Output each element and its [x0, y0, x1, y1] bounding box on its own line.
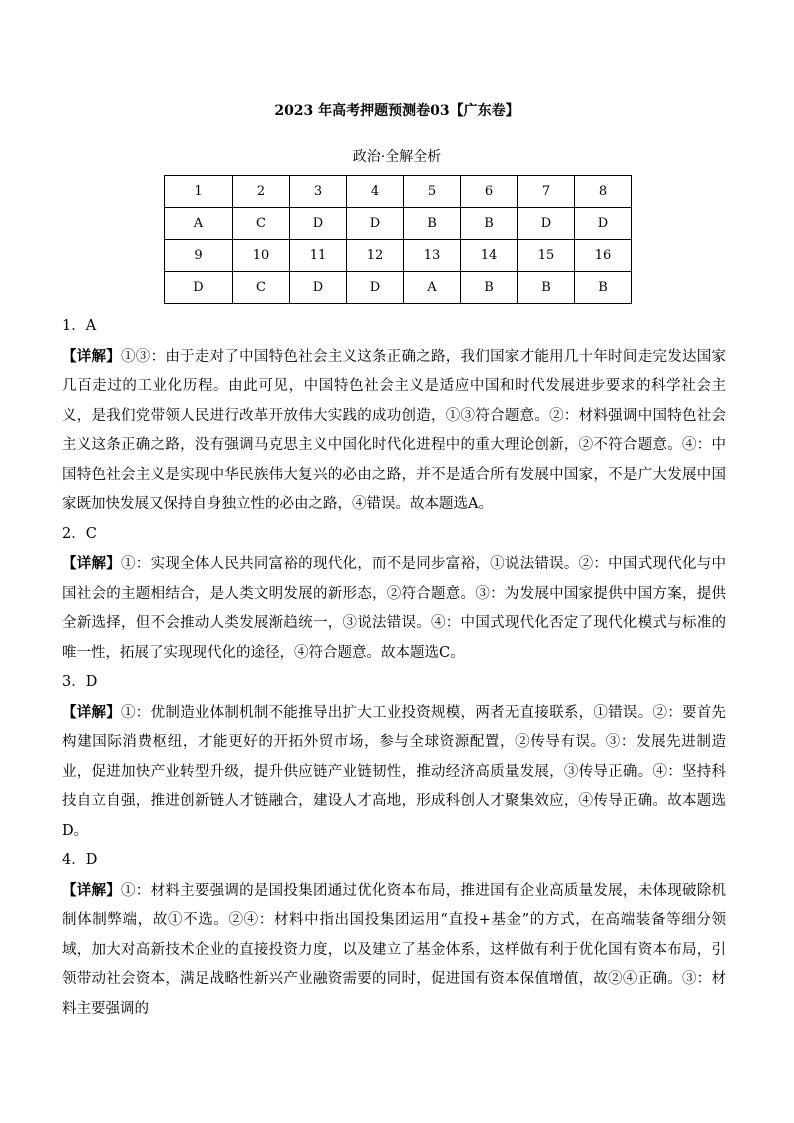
explanation-text: ①：优制造业体制机制不能推导出扩大工业投资规模，两者无直接联系，①错误。②：要首先构建国际消费枢纽，才能更好的开拓外贸市场，参与全球资源配置，②传导有误。③：发展先进制造业，促进加快产业转型升级，提升供应链产业链韧性，推动经济高质量发展，③传导正确。④：坚持科技自立自强，推进创新链人才链融合，建设人才高地，形成科创人才聚集效应，④传导正确。故本题选D。 [62, 704, 726, 839]
table-cell: 8 [575, 176, 632, 208]
explanation-paragraph [62, 876, 726, 1025]
table-cell: 13 [404, 240, 461, 272]
detail-tag: 【详解】 [62, 555, 122, 572]
question-number: 1．A [62, 318, 97, 334]
table-cell: D [575, 208, 632, 240]
table-cell: B [404, 208, 461, 240]
table-cell: D [518, 208, 575, 240]
table-row [165, 208, 632, 240]
explanation-paragraph [62, 698, 726, 847]
table-cell: 16 [575, 240, 632, 272]
table-cell: A [165, 208, 233, 240]
explanation-paragraph [62, 549, 726, 668]
question-number: 4．D [62, 852, 98, 868]
table-cell: 11 [290, 240, 347, 272]
question-number: 3．D [62, 674, 98, 690]
table-cell: 1 [165, 176, 233, 208]
page-title: 2023 年高考押题预测卷03【广东卷】 [274, 103, 520, 119]
detail-tag: 【详解】 [62, 347, 122, 365]
table-cell: 9 [165, 240, 233, 272]
explanation-text: ①：材料主要强调的是国投集团通过优化资本布局，推进国有企业高质量发展，未体现破除机制体制弊端，故①不选。②④：材料中指出国投集团运用“直投+基金”的方式，在高端装备等细分领域，加大对高新技术企业的直接投资力度，以及建立了基金体系，这样做有利于优化国有资本布局，引领带动社会资本，满足战略性新兴产业融资需要的同时，促进国有资本保值增值，故②④正确。③：材料主要强调的 [62, 882, 726, 1017]
table-cell: A [404, 272, 461, 304]
table-cell: B [461, 208, 518, 240]
table-cell: 10 [233, 240, 290, 272]
table-cell: B [575, 272, 632, 304]
table-cell: D [165, 272, 233, 304]
table-cell: 3 [290, 176, 347, 208]
detail-tag: 【详解】 [62, 881, 122, 899]
table-row [165, 176, 632, 208]
table-cell: 5 [404, 176, 461, 208]
answer-table [164, 175, 632, 304]
question-number: 2．C [62, 525, 97, 542]
table-cell: D [347, 208, 404, 240]
answer-explanations [62, 312, 726, 1024]
table-cell: 2 [233, 176, 290, 208]
explanation-text: ①③：由于走对了中国特色社会主义这条正确之路，我们国家才能用几十年时间走完发达国家几百走过的工业化历程。由此可见，中国特色社会主义是适应中国和时代发展进步要求的科学社会主义，是我们党带领人民进行改革开放伟大实践的成功创造，①③符合题意。②：材料强调中国特色社会主义这条正确之路，没有强调马克思主义中国化时代化进程中的重大理论创新，②不符合题意。④：中国特色社会主义是实现中华民族伟大复兴的必由之路，并不是适合所有发展中国家，不是广大发展中国家既加快发展又保持自身独立性的必由之路，④错误。故本题选A。 [62, 348, 726, 512]
table-cell: 7 [518, 176, 575, 208]
table-cell: 4 [347, 176, 404, 208]
table-cell: 12 [347, 240, 404, 272]
table-cell: C [233, 272, 290, 304]
table-cell: 6 [461, 176, 518, 208]
table-cell: B [518, 272, 575, 304]
explanation-text: ①：实现全体人民共同富裕的现代化，而不是同步富裕，①说法错误。②：中国式现代化与中国社会的主题相结合，是人类文明发展的新形态，②符合题意。③：为发展中国家提供中国方案，提供全新选择，但不会推动人类发展渐趋统一，③说法错误。④：中国式现代化否定了现代化模式与标准的唯一性，拓展了实现现代化的途径，④符合题意。故本题选C。 [62, 556, 726, 661]
detail-tag: 【详解】 [62, 703, 122, 721]
table-cell: C [233, 208, 290, 240]
table-cell: D [290, 272, 347, 304]
table-cell: 14 [461, 240, 518, 272]
table-row [165, 272, 632, 304]
table-row [165, 240, 632, 272]
table-cell: D [290, 208, 347, 240]
explanation-paragraph [62, 342, 726, 520]
table-cell: B [461, 272, 518, 304]
page-subtitle: 政治·全解全析 [352, 149, 442, 165]
table-cell: D [347, 272, 404, 304]
table-cell: 15 [518, 240, 575, 272]
